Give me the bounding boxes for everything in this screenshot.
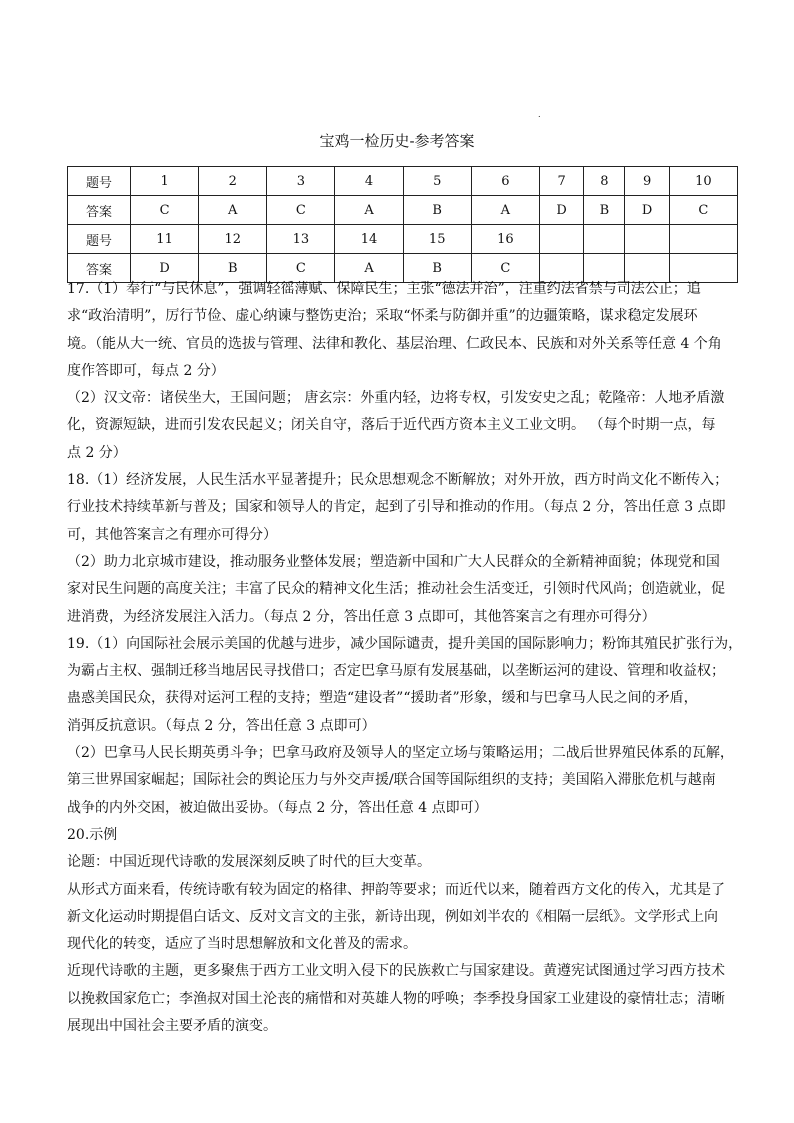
text-line: 境。（能从大一统、官员的选拔与管理、法律和教化、基层治理、仁政民本、民族和对外关系等任意 4 个角 xyxy=(67,335,722,352)
text-line: 以挽救国家危亡；李渔叔对国土沦丧的痛惜和对英雄人物的呼唤；李季投身国家工业建设的豪情壮志；清晰 xyxy=(67,990,725,1007)
row-label: 答案 xyxy=(68,196,131,225)
table-cell: 8 xyxy=(584,167,625,196)
text-line: 为霸占主权、强制迁移当地居民寻找借口；否定巴拿马原有发展基础，以垄断运河的建设、管理和收益权； xyxy=(67,663,725,680)
text-line: 19.（1）向国际社会展示美国的优越与进步，减少国际谴责，提升美国的国际影响力；粉饰其殖民扩张行为， xyxy=(67,635,743,652)
text-line: 进消费，为经济发展注入活力。（每点 2 分，答出任意 3 点即可，其他答案言之有理亦可得分） xyxy=(67,608,656,625)
page-title: 宝鸡一检历史-参考答案 xyxy=(319,132,475,150)
answer-table xyxy=(67,166,738,283)
table-cell: A xyxy=(335,254,403,283)
table-cell: D xyxy=(131,254,199,283)
text-line: 新文化运动时期提倡白话文、反对文言文的主张，新诗出现，例如刘半农的《相隔一层纸》。文学形式上向 xyxy=(67,908,718,925)
table-cell: D xyxy=(539,196,583,225)
table-cell: 15 xyxy=(403,225,471,254)
table-cell: C xyxy=(267,254,335,283)
text-line: 可，其他答案言之有理亦可得分） xyxy=(67,526,277,543)
answer-body xyxy=(67,276,747,1040)
text-line: 求“政治清明”，厉行节俭、虚心纳谏与整饬吏治；采取“怀柔与防御并重”的边疆策略，谋求稳定发展环 xyxy=(67,308,698,325)
table-cell: C xyxy=(267,196,335,225)
text-line: 从形式方面来看，传统诗歌有较为固定的格律、押韵等要求；而近代以来，随着西方文化的传入，尤其是了 xyxy=(67,881,725,898)
table-cell: B xyxy=(584,196,625,225)
table-cell: C xyxy=(471,254,539,283)
table-cell xyxy=(539,225,583,254)
table-cell: 5 xyxy=(403,167,471,196)
text-line: 现代化的转变，适应了当时思想解放和文化普及的需求。 xyxy=(67,936,417,953)
text-line: 18.（1）经济发展，人民生活水平显著提升；民众思想观念不断解放；对外开放，西方时尚文化不断传入； xyxy=(67,472,729,489)
table-cell: 4 xyxy=(335,167,403,196)
table-cell: 1 xyxy=(131,167,199,196)
table-row xyxy=(68,167,738,196)
table-cell xyxy=(584,225,625,254)
text-line: 蛊惑美国民众，获得对运河工程的支持；塑造“建设者”“援助者”形象，缓和与巴拿马人民之间的矛盾， xyxy=(67,690,698,707)
table-cell: A xyxy=(335,196,403,225)
table-cell xyxy=(625,225,669,254)
table-cell: B xyxy=(403,254,471,283)
table-cell: B xyxy=(403,196,471,225)
text-line: 近现代诗歌的主题，更多聚焦于西方工业文明入侵下的民族救亡与国家建设。黄遵宪试图通过学习西方技术 xyxy=(67,963,725,980)
table-cell: 9 xyxy=(625,167,669,196)
table-cell: A xyxy=(199,196,267,225)
row-label: 题号 xyxy=(68,167,131,196)
table-row xyxy=(68,196,738,225)
table-cell: C xyxy=(669,196,737,225)
text-line: （2）助力北京城市建设，推动服务业整体发展；塑造新中国和广大人民群众的全新精神面貌；体现党和国 xyxy=(67,553,720,570)
table-cell: 16 xyxy=(471,225,539,254)
table-cell xyxy=(669,225,737,254)
text-line: 17.（1）奉行“与民休息”，强调轻徭薄赋、保障民生；主张“德法并治”，注重约法省禁与司法公正；追 xyxy=(67,281,701,297)
text-line: 消弭反抗意识。（每点 2 分，答出任意 3 点即可） xyxy=(67,717,376,734)
text-line: 家对民生问题的高度关注；丰富了民众的精神文化生活；推动社会生活变迁，引领时代风尚；创造就业，促 xyxy=(67,581,725,598)
text-line: 第三世界国家崛起；国际社会的舆论压力与外交声援/联合国等国际组织的支持；美国陷入滞胀危机与越南 xyxy=(67,772,716,789)
table-cell: B xyxy=(199,254,267,283)
row-label: 题号 xyxy=(68,225,131,254)
table-cell: 12 xyxy=(199,225,267,254)
table-cell: 6 xyxy=(471,167,539,196)
text-line: 战争的内外交困，被迫做出妥协。（每点 2 分，答出任意 4 点即可） xyxy=(67,799,488,816)
text-line: 化，资源短缺，进而引发农民起义；闭关自守，落后于近代西方资本主义工业文明。 （每个时期一点，每 xyxy=(67,417,716,434)
table-cell: D xyxy=(625,196,669,225)
table-cell: 14 xyxy=(335,225,403,254)
table-cell: C xyxy=(131,196,199,225)
text-line: （2）巴拿马人民长期英勇斗争；巴拿马政府及领导人的坚定立场与策略运用；二战后世界殖民体系的瓦解， xyxy=(67,745,734,762)
table-cell: A xyxy=(471,196,539,225)
text-line: 论题：中国近现代诗歌的发展深刻反映了时代的巨大变革。 xyxy=(67,854,431,871)
table-cell: 3 xyxy=(267,167,335,196)
text-line: 点 2 分） xyxy=(67,444,127,461)
table-cell: 13 xyxy=(267,225,335,254)
table-cell: 11 xyxy=(131,225,199,254)
text-line: 度作答即可，每点 2 分） xyxy=(67,362,225,379)
table-row xyxy=(68,225,738,254)
text-line: （2）汉文帝：诸侯坐大，王国问题； 唐玄宗：外重内轻，边将专权，引发安史之乱；乾隆帝：人地矛盾激 xyxy=(67,390,725,407)
text-line: 行业技术持续革新与普及；国家和领导人的肯定，起到了引导和推动的作用。（每点 2 分，答出任意 3 点即 xyxy=(67,499,726,516)
row-label: 答案 xyxy=(68,254,131,283)
table-cell: 2 xyxy=(199,167,267,196)
text-line: 展现出中国社会主要矛盾的演变。 xyxy=(67,1018,277,1035)
stray-dot: . xyxy=(538,110,541,119)
table-cell: 7 xyxy=(539,167,583,196)
text-line: 20.示例 xyxy=(67,826,118,843)
table-cell: 10 xyxy=(669,167,737,196)
